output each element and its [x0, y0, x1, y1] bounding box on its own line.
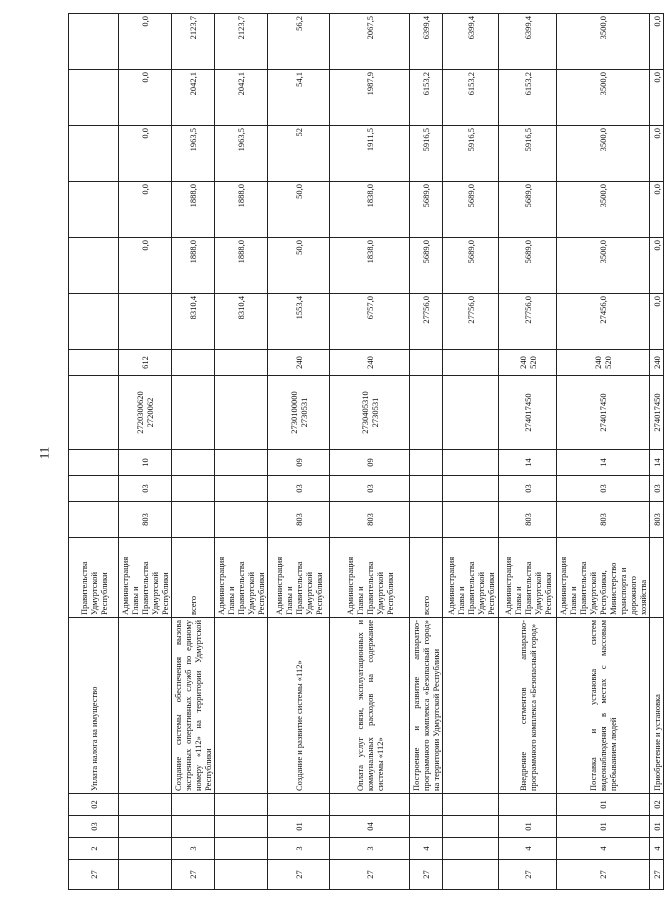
col-y5-cell: 6399,4: [410, 14, 443, 70]
col-csr-cell: 274017450: [557, 376, 650, 450]
col-om-cell: 01: [268, 816, 330, 838]
col-m-cell: [172, 794, 215, 816]
col-pp-cell: 4: [410, 838, 443, 860]
col-y2-cell: 5689,0: [443, 182, 499, 238]
col-m-cell: [499, 794, 557, 816]
col-m-cell: [119, 794, 172, 816]
col-resp-cell: Администрация Главы и Правительства Удмуртской Республики: [268, 538, 330, 618]
col-rz-cell: 03: [557, 476, 650, 502]
col-y2-cell: 1838,0: [330, 182, 410, 238]
col-y5-cell: 56,2: [268, 14, 330, 70]
col-y1-cell: 0,0: [119, 238, 172, 294]
col-y1-cell: 1888,0: [215, 238, 268, 294]
col-y3-cell: 5916,5: [443, 126, 499, 182]
col-pr-cell: 10: [119, 450, 172, 476]
col-vr-cell: 240 520: [499, 350, 557, 376]
col-m-cell: [215, 794, 268, 816]
col-y5-cell: 6399,4: [499, 14, 557, 70]
col-rz-cell: [443, 476, 499, 502]
col-y4-cell: 0,0: [119, 70, 172, 126]
table-row: [172, 14, 215, 890]
table-row: [69, 14, 119, 890]
col-y5-cell: 0,0: [650, 14, 664, 70]
col-vr-cell: [443, 350, 499, 376]
table-row: [557, 14, 650, 890]
col-y1-cell: 5689,0: [443, 238, 499, 294]
col-csr-cell: 274017450: [650, 376, 664, 450]
col-grbs-cell: [410, 502, 443, 538]
col-om-cell: 01: [557, 816, 650, 838]
col-y1-cell: 5689,0: [410, 238, 443, 294]
table-row: [650, 14, 664, 890]
col-csr-cell: [172, 376, 215, 450]
col-y4-cell: 0,0: [650, 70, 664, 126]
table-row: [268, 14, 330, 890]
col-total-cell: 8310,4: [215, 294, 268, 350]
col-pp-cell: 3: [330, 838, 410, 860]
col-y1-cell: 0,0: [650, 238, 664, 294]
col-pr-cell: 09: [330, 450, 410, 476]
col-om-cell: [215, 816, 268, 838]
col-grbs-cell: 803: [650, 502, 664, 538]
col-resp-cell: всего: [172, 538, 215, 618]
col-pp-cell: 4: [499, 838, 557, 860]
col-grbs-cell: [69, 502, 119, 538]
col-om-cell: 04: [330, 816, 410, 838]
col-total-cell: 27756,0: [499, 294, 557, 350]
col-y4-cell: 54,1: [268, 70, 330, 126]
col-gp-cell: 27: [499, 860, 557, 890]
col-m-cell: 02: [69, 794, 119, 816]
col-total-cell: 6757,0: [330, 294, 410, 350]
col-gp-cell: 27: [410, 860, 443, 890]
col-rz-cell: 03: [268, 476, 330, 502]
col-csr-cell: 2720300620 2720062: [119, 376, 172, 450]
col-y4-cell: 6153,2: [410, 70, 443, 126]
col-pp-cell: 3: [268, 838, 330, 860]
col-y1-cell: 1838,0: [330, 238, 410, 294]
col-gp-cell: [119, 860, 172, 890]
rotated-budget-table: [68, 16, 662, 890]
col-pr-cell: [69, 450, 119, 476]
col-y3-cell: 52: [268, 126, 330, 182]
col-resp-cell: Администрация Главы и Правительства Удмуртской Республики: [499, 538, 557, 618]
col-resp-cell: Администрация Главы и Правительства Удмуртской Республики: [330, 538, 410, 618]
col-grbs-cell: 803: [330, 502, 410, 538]
col-csr-cell: [69, 376, 119, 450]
col-name-cell: [119, 618, 172, 794]
col-total-cell: [69, 294, 119, 350]
col-name-cell: Создание системы обеспечения вызова экстренных оперативных служб по единому номеру «112» на территории Удмуртской Республики: [172, 618, 215, 794]
col-m-cell: [330, 794, 410, 816]
col-y3-cell: 0,0: [650, 126, 664, 182]
col-gp-cell: [215, 860, 268, 890]
col-y3-cell: 5916,5: [499, 126, 557, 182]
col-pp-cell: [215, 838, 268, 860]
col-name-cell: Создание и развитие системы «112»: [268, 618, 330, 794]
col-rz-cell: 03: [330, 476, 410, 502]
col-resp-cell: всего: [410, 538, 443, 618]
col-m-cell: [443, 794, 499, 816]
col-grbs-cell: 803: [499, 502, 557, 538]
col-om-cell: 01: [650, 816, 664, 838]
col-resp-cell: [650, 538, 664, 618]
col-y5-cell: 2123,7: [215, 14, 268, 70]
col-vr-cell: 240: [650, 350, 664, 376]
col-vr-cell: 240: [268, 350, 330, 376]
col-y4-cell: 2042,1: [215, 70, 268, 126]
col-csr-cell: [410, 376, 443, 450]
col-gp-cell: 27: [557, 860, 650, 890]
col-y1-cell: 3500,0: [557, 238, 650, 294]
col-grbs-cell: 803: [119, 502, 172, 538]
col-vr-cell: [69, 350, 119, 376]
col-gp-cell: 27: [172, 860, 215, 890]
col-y5-cell: [69, 14, 119, 70]
col-om-cell: 01: [499, 816, 557, 838]
col-gp-cell: 27: [268, 860, 330, 890]
col-m-cell: 01: [557, 794, 650, 816]
col-y2-cell: 5689,0: [499, 182, 557, 238]
col-y4-cell: 6153,2: [499, 70, 557, 126]
col-pr-cell: 14: [499, 450, 557, 476]
col-y2-cell: 3500,0: [557, 182, 650, 238]
col-total-cell: [119, 294, 172, 350]
col-name-cell: Внедрение сегментов аппаратно-программного комплекса «Безопасный город»: [499, 618, 557, 794]
col-y3-cell: [69, 126, 119, 182]
col-rz-cell: [69, 476, 119, 502]
col-vr-cell: [215, 350, 268, 376]
col-gp-cell: 27: [69, 860, 119, 890]
col-pp-cell: 2: [69, 838, 119, 860]
col-y5-cell: 2123,7: [172, 14, 215, 70]
col-m-cell: [410, 794, 443, 816]
page-number: 11: [36, 446, 52, 460]
col-y2-cell: 5689,0: [410, 182, 443, 238]
col-y2-cell: 1888,0: [172, 182, 215, 238]
col-grbs-cell: [443, 502, 499, 538]
col-om-cell: [410, 816, 443, 838]
col-y2-cell: 0,0: [650, 182, 664, 238]
col-rz-cell: 03: [499, 476, 557, 502]
col-csr-cell: [215, 376, 268, 450]
col-om-cell: [443, 816, 499, 838]
col-pr-cell: 14: [557, 450, 650, 476]
table-row: [330, 14, 410, 890]
col-name-cell: Оплата услуг связи, эксплуатационных и коммунальных расходов на содержание системы «112»: [330, 618, 410, 794]
col-csr-cell: [443, 376, 499, 450]
col-gp-cell: [443, 860, 499, 890]
table-row: [119, 14, 172, 890]
col-name-cell: [443, 618, 499, 794]
col-name-cell: Построение и развитие аппаратно-программного комплекса «Безопасный город» на территории Удмуртской Республики: [410, 618, 443, 794]
col-name-cell: Приобретение и установка: [650, 618, 664, 794]
col-resp-cell: Администрация Главы и Правительства Удмуртской Республики, Министерство транспорта и дорожного хозяйства: [557, 538, 650, 618]
table-row: [499, 14, 557, 890]
col-pp-cell: 4: [650, 838, 664, 860]
col-y2-cell: [69, 182, 119, 238]
col-y1-cell: [69, 238, 119, 294]
col-total-cell: 27456,0: [557, 294, 650, 350]
col-y2-cell: 1888,0: [215, 182, 268, 238]
col-grbs-cell: [172, 502, 215, 538]
table-row: [215, 14, 268, 890]
col-pr-cell: 09: [268, 450, 330, 476]
col-m-cell: [268, 794, 330, 816]
col-total-cell: 27756,0: [443, 294, 499, 350]
col-y4-cell: 6153,2: [443, 70, 499, 126]
budget-table: [68, 13, 664, 890]
col-y3-cell: 0,0: [119, 126, 172, 182]
col-vr-cell: 240 520: [557, 350, 650, 376]
col-y3-cell: 1963,5: [172, 126, 215, 182]
col-pp-cell: [443, 838, 499, 860]
col-y5-cell: 3500,0: [557, 14, 650, 70]
col-y3-cell: 3500,0: [557, 126, 650, 182]
col-pr-cell: [172, 450, 215, 476]
col-y3-cell: 5916,5: [410, 126, 443, 182]
col-y5-cell: 2067,5: [330, 14, 410, 70]
col-pr-cell: [215, 450, 268, 476]
col-pr-cell: 14: [650, 450, 664, 476]
col-y1-cell: 1888,0: [172, 238, 215, 294]
col-rz-cell: [215, 476, 268, 502]
col-name-cell: [215, 618, 268, 794]
col-y1-cell: 5689,0: [499, 238, 557, 294]
col-pr-cell: [410, 450, 443, 476]
col-y4-cell: 2042,1: [172, 70, 215, 126]
col-y4-cell: 3500,0: [557, 70, 650, 126]
col-vr-cell: 240: [330, 350, 410, 376]
col-rz-cell: [410, 476, 443, 502]
col-csr-cell: 2730405310 2730531: [330, 376, 410, 450]
col-csr-cell: 2730100000 2730531: [268, 376, 330, 450]
col-vr-cell: 612: [119, 350, 172, 376]
col-y3-cell: 1963,5: [215, 126, 268, 182]
col-vr-cell: [172, 350, 215, 376]
col-gp-cell: 27: [650, 860, 664, 890]
col-om-cell: 03: [69, 816, 119, 838]
col-total-cell: 8310,4: [172, 294, 215, 350]
col-rz-cell: [172, 476, 215, 502]
col-resp-cell: Администрация Главы и Правительства Удмуртской Республики: [443, 538, 499, 618]
col-y2-cell: 0,0: [119, 182, 172, 238]
col-total-cell: 1553,4: [268, 294, 330, 350]
col-grbs-cell: [215, 502, 268, 538]
col-y4-cell: 1987,9: [330, 70, 410, 126]
col-rz-cell: 03: [119, 476, 172, 502]
col-pp-cell: 3: [172, 838, 215, 860]
col-resp-cell: Администрация Главы и Правительства Удмуртской Республики: [215, 538, 268, 618]
col-pp-cell: [119, 838, 172, 860]
col-grbs-cell: 803: [268, 502, 330, 538]
col-om-cell: [119, 816, 172, 838]
col-om-cell: [172, 816, 215, 838]
col-y5-cell: 0,0: [119, 14, 172, 70]
col-grbs-cell: 803: [557, 502, 650, 538]
table-row: [443, 14, 499, 890]
col-pr-cell: [443, 450, 499, 476]
col-vr-cell: [410, 350, 443, 376]
col-m-cell: 02: [650, 794, 664, 816]
col-name-cell: Уплата налога на имущество: [69, 618, 119, 794]
col-y3-cell: 1911,5: [330, 126, 410, 182]
col-y4-cell: [69, 70, 119, 126]
col-y5-cell: 6399,4: [443, 14, 499, 70]
col-rz-cell: 03: [650, 476, 664, 502]
col-total-cell: 27756,0: [410, 294, 443, 350]
col-csr-cell: 274017450: [499, 376, 557, 450]
col-y2-cell: 50,0: [268, 182, 330, 238]
col-name-cell: Поставка и установка систем видеонаблюдения в местах с массовым пребыванием людей: [557, 618, 650, 794]
table-row: [410, 14, 443, 890]
col-gp-cell: 27: [330, 860, 410, 890]
col-pp-cell: 4: [557, 838, 650, 860]
col-resp-cell: Правительства Удмуртской Республики: [69, 538, 119, 618]
col-y1-cell: 50,0: [268, 238, 330, 294]
col-total-cell: 0,0: [650, 294, 664, 350]
col-resp-cell: Администрация Главы и Правительства Удмуртской Республики: [119, 538, 172, 618]
